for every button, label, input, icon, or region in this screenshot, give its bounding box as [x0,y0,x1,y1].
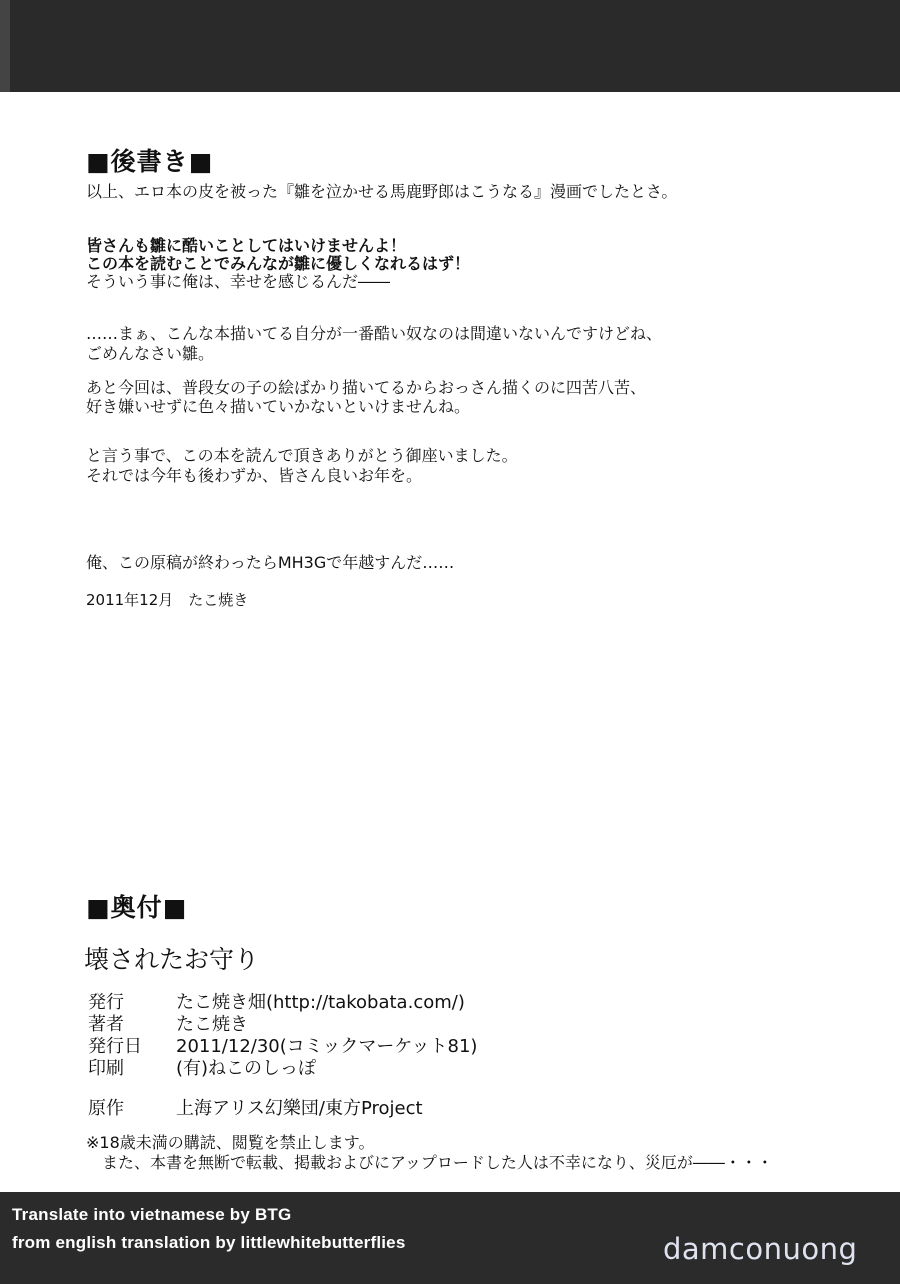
notice-line-1: ※18歳未満の購読、閲覧を禁止します。 [86,1133,375,1152]
afterword-line-11: 俺、この原稿が終わったらMH3Gで年越すんだ…… [86,553,455,572]
afterword-heading: ■後書き■ [86,147,214,176]
book-title: 壊されたお守り [84,945,260,974]
afterword-line-5: ……まぁ、こんな本描いてる自分が一番酷い奴なのは間違いないんですけどね、 [86,324,663,343]
translator-credit-line-2: from english translation by littlewhitebutterflies [12,1233,406,1252]
info-value: (有)ねこのしっぽ [176,1058,317,1079]
notice-line-2: また、本書を無断で転載、掲載およびにアップロードした人は不幸になり、災厄が――・・・ [86,1153,773,1172]
afterword-line-2: 皆さんも雛に酷いことしてはいけませんよ！ [86,236,407,255]
info-label: 印刷 [88,1058,124,1079]
info-label: 発行 [88,992,124,1013]
top-dark-bar [0,0,900,92]
info-label: 原作 [88,1098,124,1119]
afterword-line-1: 以上、エロ本の皮を被った『雛を泣かせる馬鹿野郎はこうなる』漫画でしたとさ。 [86,182,678,201]
info-label: 発行日 [88,1036,142,1057]
afterword-line-7: あと今回は、普段女の子の絵ばかり描いてるからおっさん描くのに四苦八苦、 [86,378,647,397]
info-value: たこ焼き [176,1014,248,1035]
afterword-line-3: この本を読むことでみんなが雛に優しくなれるはず！ [86,254,471,273]
afterword-line-10: それでは今年も後わずか、皆さん良いお年を。 [86,466,423,485]
info-value: 2011/12/30(コミックマーケット81) [176,1036,478,1057]
afterword-signature: 2011年12月 たこ焼き [86,591,249,609]
colophon-heading: ■奥付■ [86,893,188,922]
translator-credit-line-1: Translate into vietnamese by BTG [12,1205,292,1224]
site-watermark: damconuong [663,1232,858,1266]
info-value: たこ焼き畑(http://takobata.com/) [176,992,465,1013]
afterword-line-8: 好き嫌いせずに色々描いていかないといけませんね。 [86,397,471,416]
info-label: 著者 [88,1014,124,1035]
afterword-line-4: そういう事に俺は、幸せを感じるんだ―― [86,272,391,291]
info-value: 上海アリス幻樂団/東方Project [176,1098,423,1119]
afterword-line-6: ごめんなさい雛。 [86,344,215,363]
scan-edge [0,0,10,92]
afterword-line-9: と言う事で、この本を読んで頂きありがとう御座いました。 [86,446,518,465]
